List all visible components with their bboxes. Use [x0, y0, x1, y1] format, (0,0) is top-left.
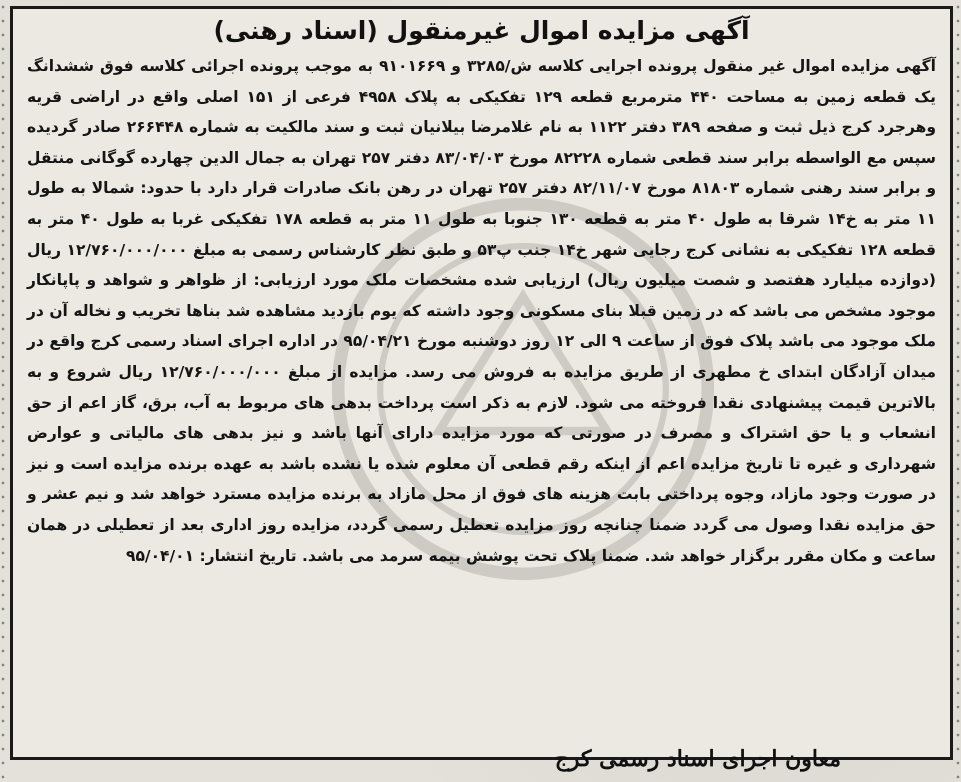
- notice-body: آگهی مزایده اموال غیر منقول پرونده اجرایی کلاسه ش/۳۲۸۵ و ۹۱۰۱۶۶۹ به موجب پرونده اجرائی کلاسه فوق ششدانگ یک قطعه زمین به مساحت ۴۴۰ مترمربع قطعه ۱۲۹ تفکیکی به پلاک ۴۹۵۸ فرعی از ۱۵۱ اصلی واقع در اراضی قریه وهرجرد کرج ذیل ثبت و صفحه ۳۸۹ دفتر ۱۱۲۲ به نام غلامرضا بیلانیان ثبت و سند مالکیت به شماره ۲۶۶۴۴۸ صادر گردیده سپس مع الواسطه برابر سند قطعی شماره ۸۲۲۲۸ مورخ ۸۳/۰۴/۰۳ دفتر ۲۵۷ تهران به جمال الدین چهارده گوگانی منتقل و برابر سند رهنی شماره ۸۱۸۰۳ مورخ ۸۲/۱۱/۰۷ دفتر ۲۵۷ تهران در رهن بانک صادرات قرار دارد با حدود: شمالا به طول ۱۱ متر به خ۱۴ شرقا به طول ۴۰ متر به قطعه ۱۳۰ جنوبا به طول ۱۱ متر به قطعه ۱۷۸ تفکیکی غربا به طول ۴۰ متر به قطعه ۱۲۸ تفکیکی به نشانی کرج رجایی شهر خ۱۴ جنب پ۵۳ و طبق نظر کارشناس رسمی به مبلغ ۱۲/۷۶۰/۰۰۰/۰۰۰ ریال (دوازده میلیارد هفتصد و شصت میلیون ریال) ارزیابی شده مشخصات ملک مورد ارزیابی: از ظواهر و شواهد و پاپانکار موجود مشخص می باشد که در زمین قبلا بنای مسکونی وجود داشته که یوم بازدید مشاهده شد بناها تخریب و نخاله آن در ملک موجود می باشد پلاک فوق از ساعت ۹ الی ۱۲ روز دوشنبه مورخ ۹۵/۰۴/۲۱ در اداره اجرای اسناد رسمی کرج واقع در میدان آزادگان ابتدای خ مطهری از طریق مزایده به فروش می رسد. مزایده از مبلغ ۱۲/۷۶۰/۰۰۰/۰۰۰ ریال شروع و به بالاترین قیمت پیشنهادی نقدا فروخته می شود. لازم به ذکر است پرداخت بدهی های مربوط به آب، برق، گاز اعم از حق انشعاب و یا حق اشتراک و مصرف در صورتی که مورد مزایده دارای آنها باشد و نیز بدهی های مالیاتی و عوارض شهرداری و غیره تا تاریخ مزایده اعم از اینکه رقم قطعی آن معلوم شده یا نشده باشد به عهده برنده مزایده است و نیز در صورت وجود مازاد، وجوه پرداختی بابت هزینه های فوق از محل مازاد به برنده مزایده مسترد خواهد شد و نیم عشر و حق مزایده نقدا وصول می گردد ضمنا چنانچه روز مزایده تعطیل رسمی گردد، مزایده روز اداری بعد از تعطیلی در همان ساعت و مکان مقرر برگزار خواهد شد. ضمنا پلاک تحت پوشش بیمه سرمد می باشد. تاریخ انتشار: ۹۵/۰۴/۰۱: [27, 57, 937, 565]
- notice-signature: معاون اجرای اسناد رسمی کرج: [554, 746, 841, 772]
- notice-title: آگهی مزایده اموال غیرمنقول (اسناد رهنی): [213, 16, 750, 45]
- notice-frame: [10, 6, 953, 760]
- right-dotted-edge: [955, 0, 961, 782]
- left-dotted-edge: [0, 0, 6, 782]
